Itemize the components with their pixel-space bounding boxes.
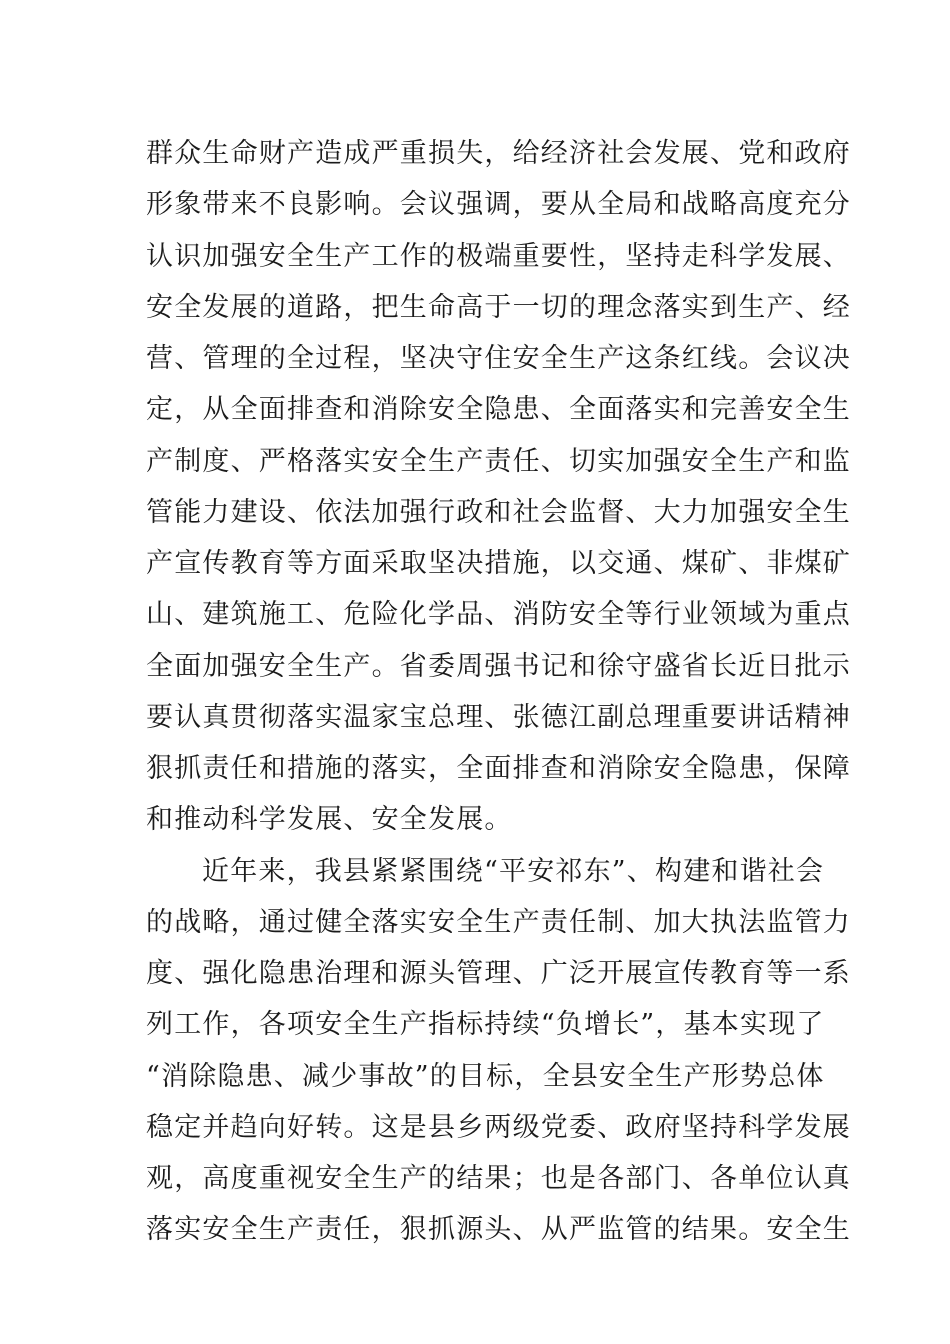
text-line: 形象带来不良影响。会议强调，要从全局和战略高度充分 (146, 189, 851, 221)
text-line: 的战略，通过健全落实安全生产责任制、加大执法监管力 (146, 906, 851, 938)
text-line: 和推动科学发展、安全发展。 (146, 804, 513, 836)
text-line: 安全发展的道路，把生命高于一切的理念落实到生产、经 (146, 291, 851, 323)
document-body (146, 128, 851, 1256)
text-line: 近年来，我县紧紧围绕“平安祁东”、构建和谐社会 (202, 855, 825, 887)
text-line: “消除隐患、减少事故”的目标，全县安全生产形势总体 (146, 1060, 825, 1092)
paragraph-1 (146, 128, 851, 846)
text-line: 狠抓责任和措施的落实，全面排查和消除安全隐患，保障 (146, 753, 851, 784)
text-line: 落实安全生产责任，狠抓源头、从严监管的结果。安全生 (146, 1214, 851, 1246)
text-line: 定，从全面排查和消除安全隐患、全面落实和完善安全生 (146, 394, 851, 426)
text-line: 观，高度重视安全生产的结果；也是各部门、各单位认真 (146, 1163, 851, 1194)
text-line: 度、强化隐患治理和源头管理、广泛开展宣传教育等一系 (146, 958, 851, 989)
text-line: 认识加强安全生产工作的极端重要性，坚持走科学发展、 (146, 240, 851, 272)
paragraph-2 (146, 846, 851, 1256)
text-line: 山、建筑施工、危险化学品、消防安全等行业领域为重点 (146, 599, 851, 631)
text-line: 稳定并趋向好转。这是县乡两级党委、政府坚持科学发展 (146, 1111, 851, 1143)
text-line: 管能力建设、依法加强行政和社会监督、大力加强安全生 (146, 496, 851, 528)
text-line: 产宣传教育等方面采取坚决措施，以交通、煤矿、非煤矿 (146, 548, 851, 579)
text-line: 要认真贯彻落实温家宝总理、张德江副总理重要讲话精神 (146, 701, 851, 733)
text-line: 产制度、严格落实安全生产责任、切实加强安全生产和监 (146, 445, 851, 477)
text-line: 营、管理的全过程，坚决守住安全生产这条红线。会议决 (146, 343, 851, 374)
text-line: 全面加强安全生产。省委周强书记和徐守盛省长近日批示 (146, 650, 851, 682)
text-line: 群众生命财产造成严重损失，给经济社会发展、党和政府 (146, 138, 851, 169)
text-line: 列工作，各项安全生产指标持续“负增长”，基本实现了 (146, 1009, 825, 1041)
